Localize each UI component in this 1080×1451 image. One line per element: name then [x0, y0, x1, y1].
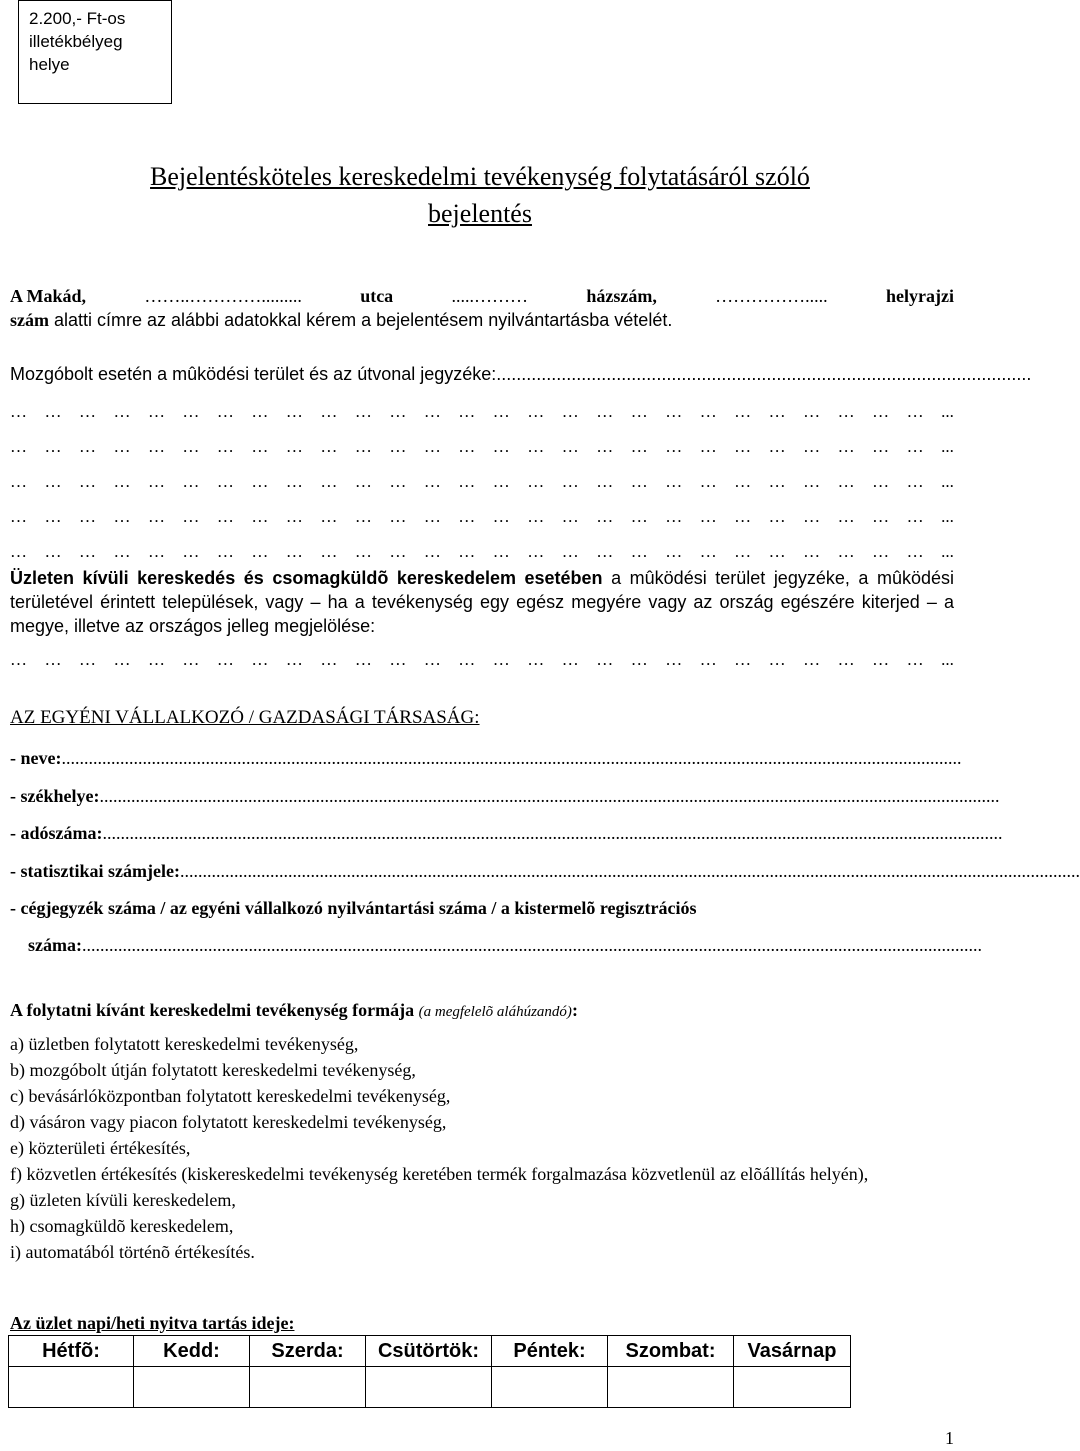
dot-segment: …	[423, 507, 441, 526]
dot-segment: …	[44, 437, 62, 456]
dot-segment: …	[285, 507, 303, 526]
dot-segment: …	[492, 472, 510, 491]
dot-segment: …	[458, 437, 476, 456]
dot-segment: …	[803, 507, 821, 526]
dot-segment: …	[734, 402, 752, 421]
dot-segment: …	[837, 402, 855, 421]
dot-line-end: ...	[941, 507, 954, 526]
dot-row	[10, 402, 954, 422]
dot-line-end: ...	[941, 472, 954, 491]
dot-segment: …	[665, 472, 683, 491]
dot-segment: …	[182, 402, 200, 421]
hours-cell[interactable]	[9, 1367, 134, 1408]
dot-segment: …	[906, 650, 924, 669]
dot-segment: …	[182, 507, 200, 526]
dot-segment: …	[251, 472, 269, 491]
dot-segment: …	[354, 507, 372, 526]
dot-segment: …	[872, 402, 890, 421]
address-parcel-label: helyrajzi	[886, 286, 954, 306]
dot-segment: …	[768, 542, 786, 561]
mobile-shop-line	[10, 362, 1032, 386]
dot-segment: …	[665, 650, 683, 669]
field-stat	[10, 859, 1080, 883]
dot-segment: …	[561, 402, 579, 421]
field-fill: ........................................................................................................................................................................................................	[81, 935, 982, 955]
dot-segment: …	[251, 437, 269, 456]
dot-segment: …	[147, 542, 165, 561]
dot-segment: …	[182, 437, 200, 456]
dot-segment: …	[699, 437, 717, 456]
dot-segment: …	[458, 650, 476, 669]
dot-segment: …	[596, 542, 614, 561]
dot-segment: …	[492, 507, 510, 526]
dot-segment: …	[10, 507, 27, 526]
address-dots: …………….....	[715, 286, 828, 306]
dot-segment: …	[216, 402, 234, 421]
option-item: f) közvetlen értékesítés (kiskereskedelmi tevékenység keretében termék forgalmazása közvetlenül az elõállítás helyén),	[10, 1164, 869, 1184]
dot-segment: …	[113, 507, 131, 526]
stamp-line: helye	[29, 55, 70, 74]
dot-segment: …	[527, 650, 545, 669]
address-line2-bold: szám	[10, 310, 49, 330]
dot-segment: …	[389, 507, 407, 526]
field-fill: ........................................................................................................................................................................................................	[179, 861, 1080, 881]
dot-segment: …	[44, 507, 62, 526]
dot-segment: …	[251, 650, 269, 669]
dot-segment: …	[561, 472, 579, 491]
dot-segment: …	[527, 542, 545, 561]
dot-segment: …	[527, 472, 545, 491]
dot-segment: …	[630, 437, 648, 456]
dot-segment: …	[423, 437, 441, 456]
dot-segment: …	[147, 472, 165, 491]
stamp-line: illetékbélyeg	[29, 32, 123, 51]
dot-segment: …	[561, 650, 579, 669]
dot-segment: …	[872, 650, 890, 669]
dot-segment: …	[320, 650, 338, 669]
option-item: e) közterületi értékesítés,	[10, 1138, 191, 1158]
dotted-line	[10, 472, 954, 492]
hours-cell[interactable]	[366, 1367, 492, 1408]
dot-segment: …	[630, 402, 648, 421]
dot-segment: …	[10, 542, 27, 561]
dot-segment: …	[768, 472, 786, 491]
dot-segment: …	[182, 472, 200, 491]
option-item: g) üzleten kívüli kereskedelem,	[10, 1190, 236, 1210]
dot-segment: …	[147, 650, 165, 669]
dot-segment: …	[320, 472, 338, 491]
document-title: Bejelentésköteles kereskedelmi tevékenység folytatásáról szóló	[150, 162, 810, 191]
dot-segment: …	[734, 542, 752, 561]
dot-segment: …	[699, 402, 717, 421]
stamp-line: 2.200,- Ft-os	[29, 9, 126, 28]
dot-segment: …	[906, 402, 924, 421]
option-item: d) vásáron vagy piacon folytatott kereskedelmi tevékenység,	[10, 1112, 447, 1132]
dot-segment: …	[492, 402, 510, 421]
dot-row	[10, 507, 954, 527]
option-item: c) bevásárlóközpontban folytatott kereskedelmi tevékenység,	[10, 1086, 451, 1106]
dot-segment: …	[872, 542, 890, 561]
dotted-line	[10, 437, 954, 457]
option-item: i) automatából történõ értékesítés.	[10, 1242, 255, 1262]
dot-segment: …	[872, 472, 890, 491]
dot-segment: …	[734, 507, 752, 526]
dot-line-end: ...	[941, 650, 954, 669]
hours-cell[interactable]	[134, 1367, 250, 1408]
dot-segment: …	[630, 650, 648, 669]
outside-trade-bold: Üzleten kívüli kereskedés és csomagküldõ kereskedelem esetében	[10, 568, 603, 588]
dot-segment: …	[906, 437, 924, 456]
dot-segment: …	[251, 507, 269, 526]
dot-segment: …	[285, 650, 303, 669]
dot-segment: …	[389, 650, 407, 669]
mobile-shop-dots: ...........................................................................................................	[496, 364, 1032, 384]
document-title-line2: bejelentés	[428, 199, 532, 228]
dot-row	[10, 650, 954, 670]
dot-segment: …	[837, 437, 855, 456]
dot-segment: …	[78, 507, 96, 526]
dot-segment: …	[251, 402, 269, 421]
form-heading-bold: A folytatni kívánt kereskedelmi tevékenység formája	[10, 1000, 415, 1020]
field-fill: ........................................................................................................................................................................................................	[102, 823, 1003, 843]
dot-segment: …	[78, 437, 96, 456]
hours-cell[interactable]	[608, 1367, 734, 1408]
dot-segment: …	[423, 472, 441, 491]
dot-segment: …	[699, 507, 717, 526]
outside-trade-paragraph	[10, 566, 954, 638]
day-monday: Hétfõ:	[9, 1336, 134, 1367]
day-wednesday: Szerda:	[250, 1336, 366, 1367]
dot-segment: …	[458, 542, 476, 561]
dot-segment: …	[320, 542, 338, 561]
dot-segment: …	[596, 472, 614, 491]
dot-line-end: ...	[941, 437, 954, 456]
dot-segment: …	[44, 542, 62, 561]
stamp-box	[18, 0, 172, 104]
dot-segment: …	[354, 472, 372, 491]
dot-segment: …	[10, 437, 27, 456]
dot-segment: …	[561, 542, 579, 561]
dot-segment: …	[320, 437, 338, 456]
form-heading-italic: (a megfelelõ aláhúzandó)	[418, 1004, 572, 1020]
dot-segment: …	[458, 472, 476, 491]
dot-segment: …	[906, 542, 924, 561]
dot-segment: …	[10, 650, 27, 669]
dot-segment: …	[665, 402, 683, 421]
dot-segment: …	[78, 650, 96, 669]
field-reg-line1: - cégjegyzék száma / az egyéni vállalkozó nyilvántartási száma / a kistermelõ regisztrációs	[10, 898, 697, 918]
dot-segment: …	[354, 650, 372, 669]
dot-segment: …	[113, 472, 131, 491]
dot-line-end: ...	[941, 542, 954, 561]
dot-segment: …	[803, 542, 821, 561]
dot-segment: …	[699, 650, 717, 669]
dot-segment: …	[113, 650, 131, 669]
dot-segment: …	[216, 472, 234, 491]
dot-segment: …	[423, 402, 441, 421]
dot-segment: …	[734, 472, 752, 491]
day-thursday: Csütörtök:	[366, 1336, 492, 1367]
hours-cell[interactable]	[250, 1367, 366, 1408]
section-title: AZ EGYÉNI VÁLLALKOZÓ / GAZDASÁGI TÁRSASÁG:	[10, 707, 480, 728]
dot-segment: …	[561, 437, 579, 456]
dot-segment: …	[803, 472, 821, 491]
field-seat-label: - székhelye:	[10, 786, 100, 806]
dot-segment: …	[872, 507, 890, 526]
dot-segment: …	[596, 402, 614, 421]
dot-segment: …	[630, 507, 648, 526]
dot-segment: …	[354, 542, 372, 561]
dot-segment: …	[389, 472, 407, 491]
dot-segment: …	[803, 437, 821, 456]
day-sunday: Vasárnap	[734, 1336, 851, 1367]
dot-segment: …	[44, 472, 62, 491]
dot-line-end: ...	[941, 402, 954, 421]
field-reg-label: száma:	[28, 935, 82, 955]
dot-segment: …	[389, 437, 407, 456]
dot-row	[10, 472, 954, 492]
mobile-shop-label: Mozgóbolt esetén a mûködési terület és az útvonal jegyzéke:	[10, 364, 497, 384]
dot-segment: …	[147, 402, 165, 421]
dot-segment: …	[768, 650, 786, 669]
field-fill: ........................................................................................................................................................................................................	[61, 748, 962, 768]
dot-segment: …	[699, 542, 717, 561]
dotted-line	[10, 507, 954, 527]
dot-segment: …	[768, 507, 786, 526]
opening-hours-table	[8, 1335, 851, 1408]
dot-segment: …	[44, 402, 62, 421]
dot-segment: …	[389, 402, 407, 421]
dot-segment: …	[596, 437, 614, 456]
address-number-label: házszám,	[586, 286, 657, 306]
option-item: a) üzletben folytatott kereskedelmi tevékenység,	[10, 1034, 359, 1054]
day-saturday: Szombat:	[608, 1336, 734, 1367]
dot-segment: …	[596, 507, 614, 526]
hours-header-row	[9, 1336, 851, 1367]
dot-segment: …	[44, 650, 62, 669]
form-heading	[10, 998, 954, 1024]
form-heading-colon: :	[571, 1000, 578, 1020]
dot-segment: …	[768, 402, 786, 421]
dot-segment: …	[354, 437, 372, 456]
dot-segment: …	[216, 650, 234, 669]
address-street-label: utca	[360, 286, 394, 306]
dot-segment: …	[906, 507, 924, 526]
dot-segment: …	[423, 542, 441, 561]
dot-segment: …	[596, 650, 614, 669]
field-tax-label: - adószáma:	[10, 823, 103, 843]
dot-segment: …	[492, 542, 510, 561]
hours-cell[interactable]	[492, 1367, 608, 1408]
field-stat-label: - statisztikai számjele:	[10, 861, 180, 881]
dot-segment: …	[492, 650, 510, 669]
dotted-line	[10, 402, 954, 422]
dot-segment: …	[837, 472, 855, 491]
dot-segment: …	[527, 402, 545, 421]
dot-segment: …	[423, 650, 441, 669]
dot-segment: …	[78, 472, 96, 491]
hours-value-row	[9, 1367, 851, 1408]
address-dots: ……..………….........	[144, 286, 302, 306]
day-tuesday: Kedd:	[134, 1336, 250, 1367]
option-item: h) csomagküldõ kereskedelem,	[10, 1216, 234, 1236]
dot-segment: …	[216, 437, 234, 456]
page-number: 1	[945, 1428, 954, 1448]
dot-segment: …	[285, 472, 303, 491]
dot-segment: …	[699, 472, 717, 491]
field-reg	[28, 933, 982, 957]
dot-segment: …	[665, 437, 683, 456]
dot-segment: …	[527, 507, 545, 526]
dot-segment: …	[665, 507, 683, 526]
option-item: b) mozgóbolt útján folytatott kereskedelmi tevékenység,	[10, 1060, 416, 1080]
dot-segment: …	[803, 402, 821, 421]
hours-cell[interactable]	[734, 1367, 851, 1408]
dot-segment: …	[872, 437, 890, 456]
dot-segment: …	[10, 472, 27, 491]
outside-trade-text: a mûködési terület jegyzéke, a mûködési területével érintett települések, vagy – ha a tevékenység egy egész megyére vagy az ország egészére kiterjed – a megye, illetve az országos jelleg megjelölése:	[10, 568, 954, 636]
dot-segment: …	[837, 650, 855, 669]
dot-segment: …	[389, 542, 407, 561]
dot-segment: …	[354, 402, 372, 421]
day-friday: Péntek:	[492, 1336, 608, 1367]
dot-segment: …	[630, 542, 648, 561]
dot-row	[10, 542, 954, 562]
field-name-label: - neve:	[10, 748, 62, 768]
dot-segment: …	[561, 507, 579, 526]
field-fill: ........................................................................................................................................................................................................	[99, 786, 1000, 806]
address-line2	[10, 308, 954, 332]
dot-segment: …	[251, 542, 269, 561]
dot-segment: …	[285, 437, 303, 456]
dot-segment: …	[10, 402, 27, 421]
dot-segment: …	[216, 542, 234, 561]
dot-row	[10, 437, 954, 457]
dot-segment: …	[285, 542, 303, 561]
dot-segment: …	[78, 402, 96, 421]
dot-segment: …	[734, 650, 752, 669]
field-name	[10, 746, 962, 770]
option-list	[10, 1031, 954, 1265]
hours-title: Az üzlet napi/heti nyitva tartás ideje:	[10, 1313, 295, 1333]
dot-segment: …	[147, 437, 165, 456]
dot-segment: …	[285, 402, 303, 421]
dot-segment: …	[113, 437, 131, 456]
dot-segment: …	[768, 437, 786, 456]
dot-segment: …	[147, 507, 165, 526]
dot-segment: …	[216, 507, 234, 526]
field-tax	[10, 821, 1003, 845]
address-dots: .....………	[451, 286, 529, 306]
dot-segment: …	[182, 542, 200, 561]
dot-segment: …	[113, 402, 131, 421]
dot-segment: …	[630, 472, 648, 491]
dot-segment: …	[837, 507, 855, 526]
dot-segment: …	[665, 542, 683, 561]
dot-segment: …	[320, 402, 338, 421]
dot-segment: …	[458, 402, 476, 421]
dot-segment: …	[320, 507, 338, 526]
dot-segment: …	[803, 650, 821, 669]
address-line	[10, 284, 954, 308]
dot-segment: …	[734, 437, 752, 456]
address-city: A Makád,	[10, 286, 87, 306]
dot-segment: …	[182, 650, 200, 669]
address-line2-text: alatti címre az alábbi adatokkal kérem a bejelentésem nyilvántartásba vételét.	[49, 310, 673, 330]
dot-segment: …	[113, 542, 131, 561]
dot-segment: …	[492, 437, 510, 456]
dot-segment: …	[78, 542, 96, 561]
dotted-line-short	[10, 650, 954, 670]
dot-segment: …	[837, 542, 855, 561]
dot-segment: …	[527, 437, 545, 456]
dotted-line	[10, 542, 954, 562]
field-seat	[10, 784, 1000, 808]
dot-segment: …	[458, 507, 476, 526]
dot-segment: …	[906, 472, 924, 491]
